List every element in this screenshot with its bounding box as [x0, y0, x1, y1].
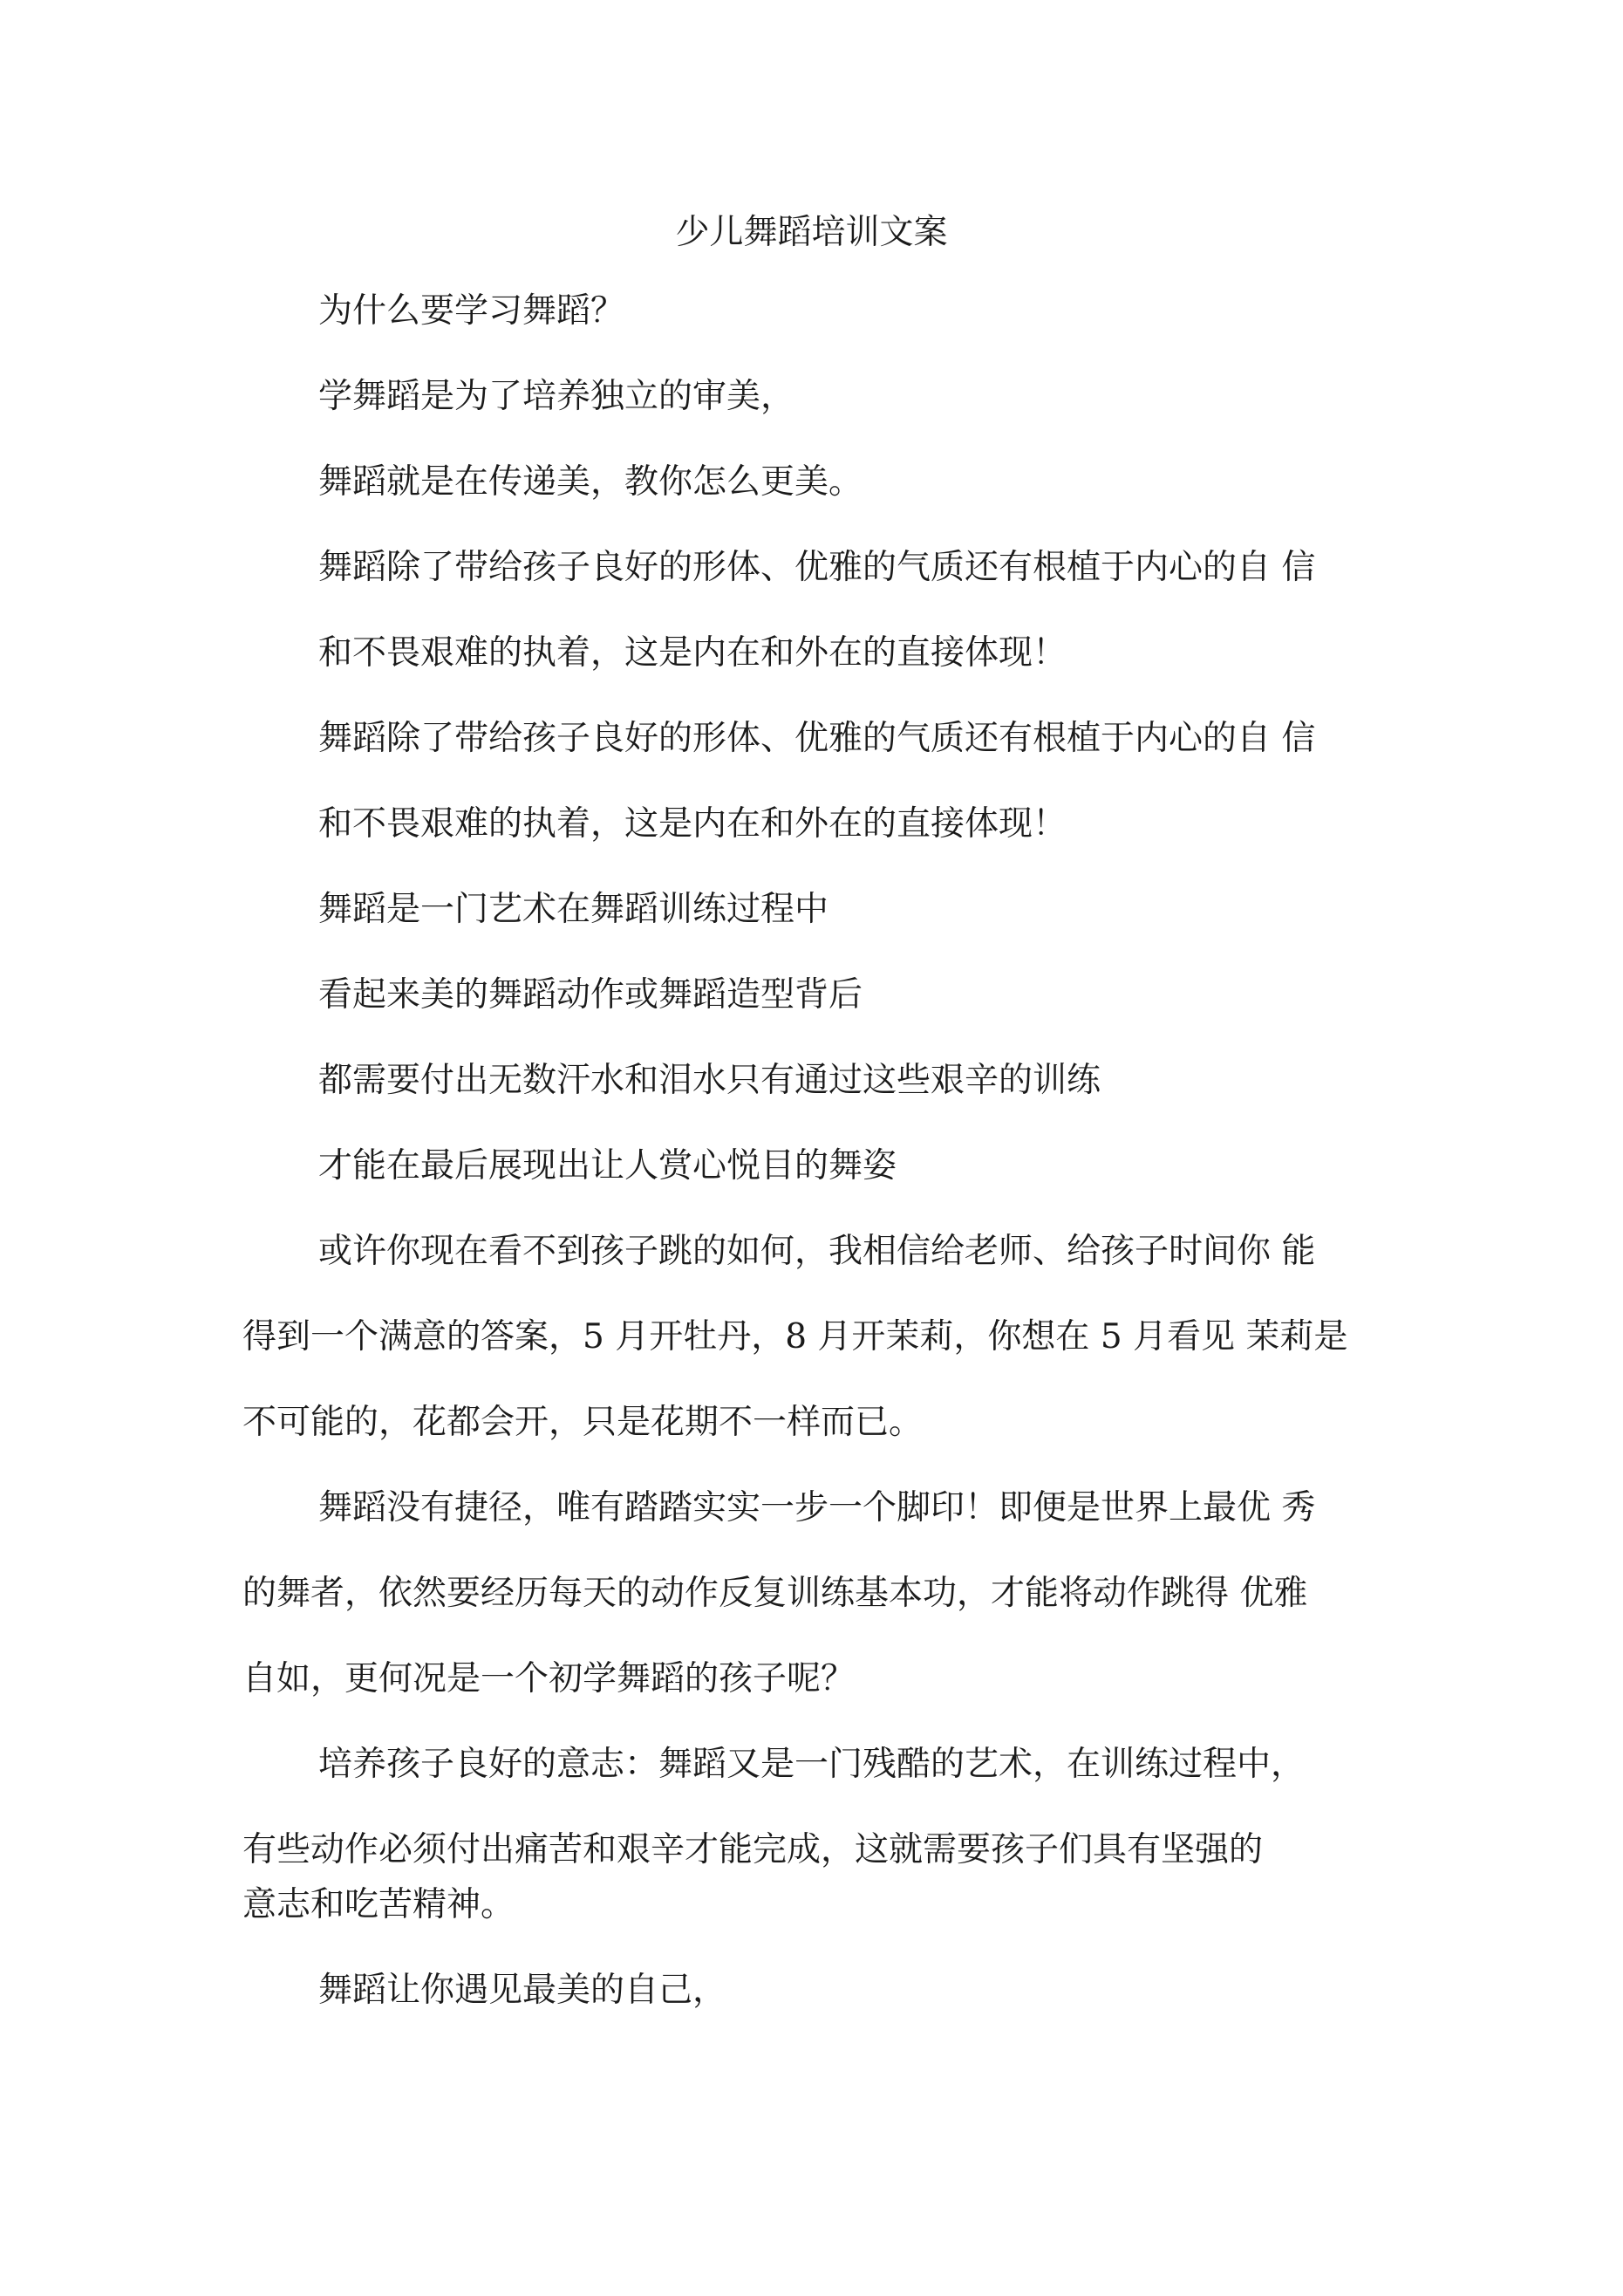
document-title: 少儿舞蹈培训文案 — [675, 213, 948, 252]
text-line: 舞蹈没有捷径，唯有踏踏实实一步一个脚印！即便是世界上最优 秀 — [318, 1488, 1316, 1527]
text-line: 或许你现在看不到孩子跳的如何，我相信给老师、给孩子时间你 能 — [318, 1232, 1316, 1271]
text-line: 培养孩子良好的意志：舞蹈又是一门残酷的艺术，在训练过程中， — [318, 1745, 1306, 1784]
text-line: 看起来美的舞蹈动作或舞蹈造型背后 — [318, 975, 863, 1015]
text-line: 舞蹈除了带给孩子良好的形体、优雅的气质还有根植于内心的自 信 — [318, 719, 1316, 758]
text-line: 和不畏艰难的执着，这是内在和外在的直接体现！ — [318, 804, 1067, 844]
text-line: 都需要付出无数汗水和泪水只有通过这些艰辛的训练 — [318, 1061, 1101, 1100]
text-line: 舞蹈让你遇见最美的自己， — [318, 1971, 727, 2010]
text-line: 舞蹈就是在传递美，教你怎么更美。 — [318, 462, 863, 502]
text-line: 舞蹈除了带给孩子良好的形体、优雅的气质还有根植于内心的自 信 — [318, 548, 1316, 587]
text-line: 和不畏艰难的执着，这是内在和外在的直接体现！ — [318, 633, 1067, 673]
text-line: 意志和吃苦精神。 — [242, 1885, 515, 1924]
text-line: 得到一个满意的答案，5 月开牡丹，8 月开茉莉，你想在 5 月看见 茉莉是 — [242, 1317, 1348, 1356]
text-line: 自如，更何况是一个初学舞蹈的孩子呢？ — [242, 1659, 856, 1698]
text-line: 为什么要学习舞蹈？ — [318, 291, 625, 331]
text-line: 才能在最后展现出让人赏心悦目的舞姿 — [318, 1146, 897, 1186]
text-line: 学舞蹈是为了培养独立的审美， — [318, 377, 795, 416]
text-line: 不可能的，花都会开，只是花期不一样而已。 — [242, 1403, 924, 1442]
text-line: 的舞者，依然要经历每天的动作反复训练基本功，才能将动作跳得 优雅 — [242, 1574, 1308, 1613]
text-line: 有些动作必须付出痛苦和艰辛才能完成，这就需要孩子们具有坚强的 — [242, 1830, 1264, 1869]
text-line: 舞蹈是一门艺术在舞蹈训练过程中 — [318, 890, 829, 929]
